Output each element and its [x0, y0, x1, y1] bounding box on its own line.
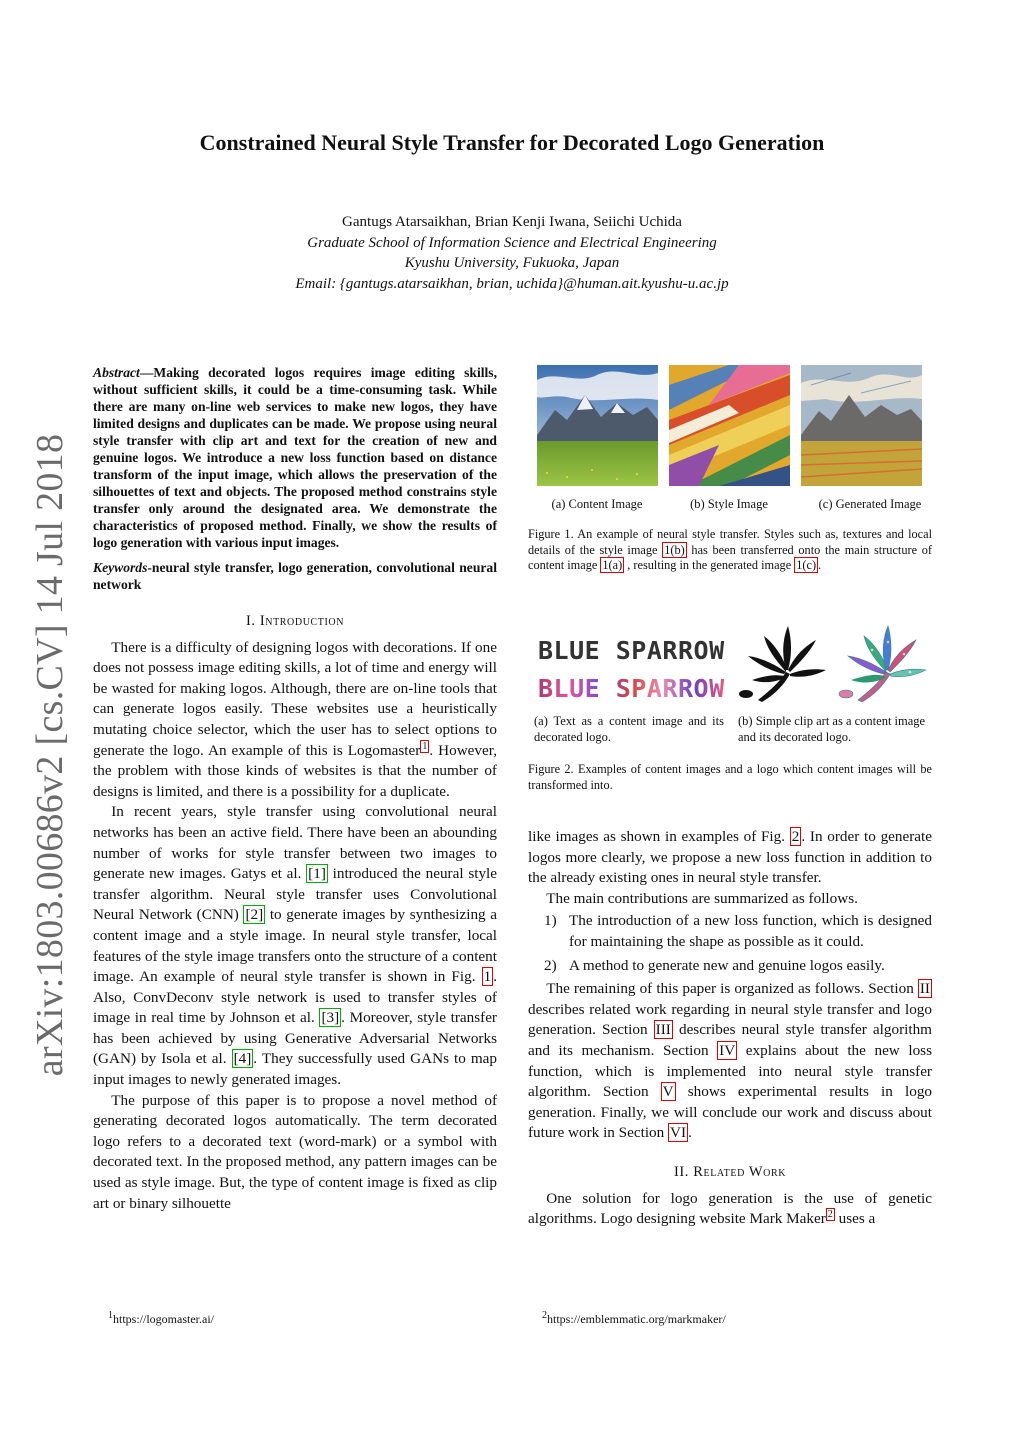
footnote-1-url[interactable]: https://logomaster.ai/ — [113, 1312, 214, 1326]
clipart-silhouette — [738, 622, 828, 702]
intro-paragraph-3: The purpose of this paper is to propose a novel method of generating decorated logos automatically. The term decorated logo refers to a decorated text (word-mark) or a symbol with decorated text. In the proposed method, any pattern images can be used as style image. But, the type of content image is fixed as clip art or binary silhouette — [93, 1091, 497, 1212]
footnote-2-url[interactable]: https://emblemmatic.org/markmaker/ — [547, 1312, 726, 1326]
right-paragraph-2: The main contributions are summarized as follows. — [546, 889, 858, 907]
list-item: 1) The introduction of a new loss function, which is designed for maintaining the shape as possible as it could. — [544, 912, 932, 950]
figure-1-caption: Figure 1. An example of neural style transfer. Styles such as, textures and local details of the style image 1(b) has been transferred onto the main structure of content image 1(a) , resulting in the generated image 1(c) . — [528, 527, 932, 573]
citation-link-3[interactable]: [3] — [321, 1009, 340, 1027]
left-column — [93, 364, 497, 1214]
figure-1b-caption: (b) Style Image — [690, 497, 768, 511]
footnote-1: $^1$https://logomaster.ai/ — [108, 1310, 214, 1326]
email-line: Email: {gantugs.atarsaikhan, brian, uchida}@human.ait.kyushu-u.ac.jp — [295, 275, 729, 292]
author-block — [0, 212, 1024, 294]
abstract-label: Abstract — [93, 365, 140, 380]
figure-1c-caption: (c) Generated Image — [818, 497, 922, 511]
right-paragraph-4: One solution for logo generation is the use of genetic algorithms. Logo designing website Mark Maker $^2$ uses a — [528, 1189, 932, 1228]
right-column-body — [528, 827, 932, 1230]
logo-text-decorated: BLUE SPARROW — [538, 674, 725, 703]
intro-paragraph-2: In recent years, style transfer using convolutional neural networks has been an active field. There have been an abounding number of works for style transfer between two images to generate new images. Gatys et al. [1] introduced the neural style transfer algorithm. Neural style transfer uses Convolutional Neural Network (CNN) [2] to generate images by synthesizing a content image and a style image. In neural style transfer, local features of the style image transfers onto the structure of a content image. An example of neural style transfer is shown in Fig. 1 . Also, ConvDeconv style network is used to transfer styles of image in real time by Johnson et al. [3] . Moreover, style transfer has been achieved by using Generative Adversarial Networks (GAN) by Isola et al. [4] . They successfully used GANs to map input images to newly generated images. — [93, 803, 497, 1089]
citation-link-1[interactable]: [1] — [308, 865, 326, 883]
section-ref-2[interactable]: II — [919, 980, 930, 998]
section-ref-3[interactable]: III — [655, 1021, 671, 1039]
right-paragraph-3: The remaining of this paper is organized as follows. Section II describes related work regarding in neural style transfer and logo generation. Section III describes neural style transfer algorithm and its mechanism. Section IV explains about the new loss function, which is implemented into neural style transfer algorithm. Section V shows experimental results in logo generation. Finally, we will conclude our work and discuss about future work in Section VI . — [528, 980, 933, 1142]
intro-paragraph-1: There is a difficulty of designing logos with decorations. If one does not possess image editing skills, a lot of time and energy will be wasted for making logos. Although, there are on-line tools that can generate logos easily. These websites use a heuristically mutating choice selector, which the user has to select options to generate the logo. An example of this is Logomaster $^1$ . However, the problem with those kinds of websites is that the number of designs is limited, and there is a possibility for a duplicate. — [93, 638, 497, 800]
affiliation-line-1: Graduate School of Information Science and Electrical Engineering — [307, 234, 717, 251]
logo-text-content: BLUE SPARROW — [538, 636, 725, 665]
footnote-link-1[interactable]: 1 — [422, 740, 428, 752]
citation-link-2[interactable]: [2] — [245, 906, 264, 924]
affiliation-line-2: Kyushu University, Fukuoka, Japan — [404, 255, 620, 271]
right-paragraph-1: like images as shown in examples of Fig. 2 . In order to generate logos more clearly, we propose a new loss function in addition to the already existing ones in neural style transfer. — [528, 828, 933, 887]
footnote-2: $^2$https://emblemmatic.org/markmaker/ — [542, 1310, 726, 1326]
paper-title: Constrained Neural Style Transfer for Decorated Logo Generation — [199, 130, 825, 155]
figure-2 — [528, 620, 932, 750]
figure-2a-caption: (a) Text as a content image and its decorated logo. — [534, 714, 724, 744]
figure-ref-1c[interactable]: 1(c) — [796, 558, 817, 573]
figure-2-caption: Figure 2. Examples of content images and a logo which content images will be transformed into. — [528, 762, 932, 792]
section-ref-4[interactable]: IV — [719, 1041, 736, 1059]
style-image — [669, 365, 790, 486]
author-names: Gantugs Atarsaikhan, Brian Kenji Iwana, Seiichi Uchida — [342, 214, 682, 230]
keywords-label: Keywords — [93, 560, 148, 575]
abstract-text: —Making decorated logos requires image editing skills, without sufficient skills, it could be a time-consuming task. While there are many on-line web services to make new logos, they have limited designs and duplicates can be made. We propose using neural style transfer with clip art and text for the creation of new and genuine logos. We introduce a new loss function based on distance transform of the input image, which allows the preservation of the silhouettes of text and objects. The proposed method constrains style transfer only around the designated area. We demonstrate the characteristics of proposed method. Finally, we show the results of logo generation with various input images. — [93, 365, 497, 550]
citation-link-4[interactable]: [4] — [233, 1050, 252, 1068]
generated-image — [801, 365, 922, 486]
section-ref-6[interactable]: VI — [670, 1124, 687, 1142]
clipart-decorated — [838, 622, 928, 702]
list-item: 2) A method to generate new and genuine logos easily. — [544, 956, 885, 974]
keywords — [93, 559, 497, 593]
figure-ref-1a[interactable]: 1(a) — [602, 558, 623, 573]
section-ref-5[interactable]: V — [662, 1083, 674, 1101]
footnote-link-2[interactable]: 2 — [827, 1209, 833, 1221]
section-heading-introduction: I. Introduction — [245, 613, 345, 629]
figure-ref-1[interactable]: 1 — [483, 968, 492, 986]
contributions-list — [528, 911, 932, 976]
arxiv-stamp-text: arXiv:1803.00686v2 [cs.CV] 14 Jul 2018 — [29, 433, 71, 1077]
section-heading-related-work: II. Related Work — [673, 1163, 787, 1180]
abstract — [93, 364, 497, 551]
figure-ref-2[interactable]: 2 — [791, 828, 800, 845]
figure-2b-caption: (b) Simple clip art as a content image and its decorated logo. — [738, 714, 926, 744]
keywords-text: -neural style transfer, logo generation, convolutional neural network — [93, 560, 497, 592]
figure-ref-1b[interactable]: 1(b) — [664, 542, 685, 557]
figure-1 — [537, 365, 932, 515]
content-image — [537, 365, 658, 486]
figure-1a-caption: (a) Content Image — [551, 497, 643, 511]
